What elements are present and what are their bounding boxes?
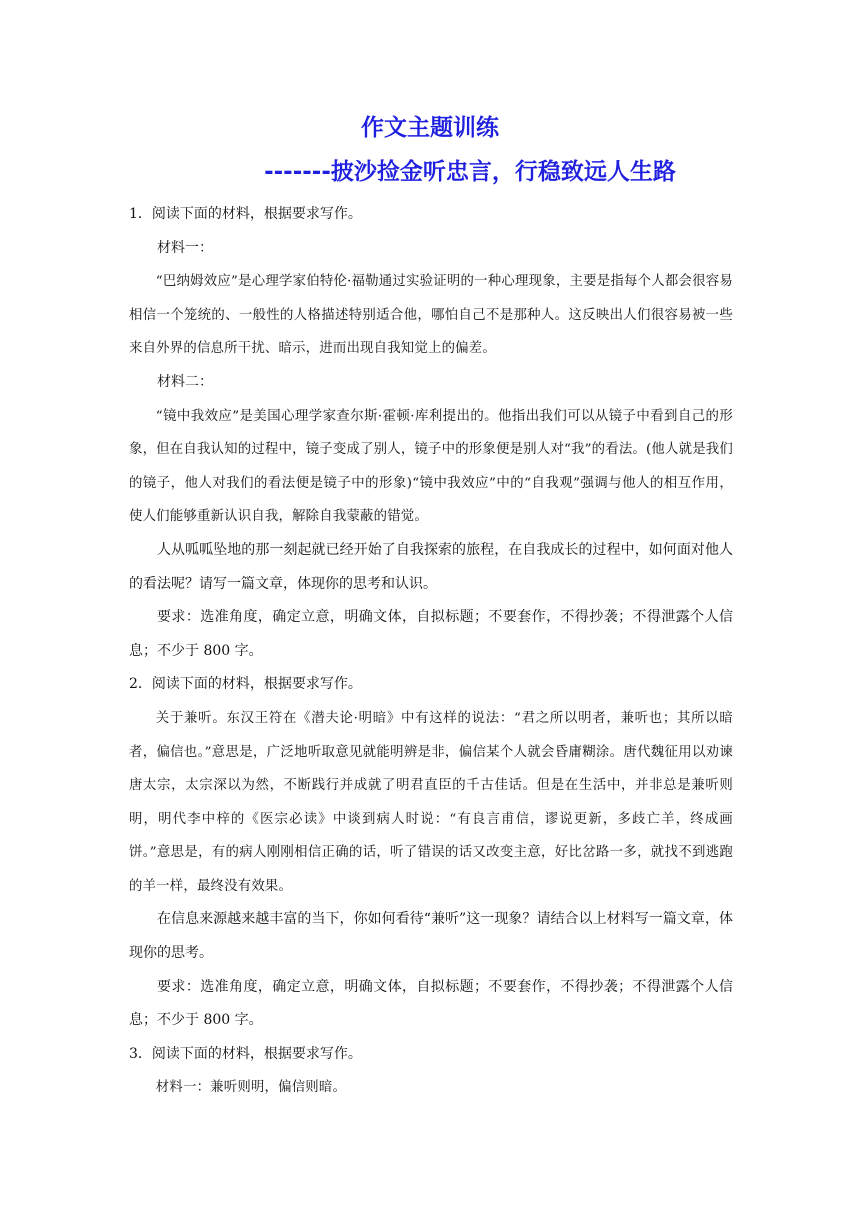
paragraph: 3．阅读下面的材料，根据要求写作。 — [129, 1045, 362, 1062]
paragraph: 材料二： — [157, 373, 213, 390]
paragraph: 材料一：兼听则明，偏信则暗。 — [155, 1080, 347, 1096]
document-title: 作文主题训练 — [361, 115, 499, 141]
paragraph: 材料一： — [157, 239, 213, 256]
paragraph: 在信息来源越来越丰富的当下，你如何看待“兼听”这一现象？请结合以上材料写一篇文章，体现你的思考。 — [129, 911, 733, 962]
paragraph: “巴纳姆效应”是心理学家伯特伦·福勒通过实验证明的一种心理现象，主要是指每个人都会很容易相信一个笼统的、一般性的人格描述特别适合他，哪怕自己不是那种人。这反映出人们很容易被一些来自外界的信息所干扰、暗示，进而出现自我知觉上的偏差。 — [129, 274, 733, 357]
paragraph: 2．阅读下面的材料，根据要求写作。 — [129, 676, 362, 693]
document-body — [129, 198, 733, 1105]
paragraph: 1．阅读下面的材料，根据要求写作。 — [129, 206, 362, 222]
document-subtitle: -------披沙捡金听忠言，行稳致远人生路 — [264, 159, 676, 185]
paragraph: 人从呱呱坠地的那一刻起就已经开始了自我探索的旅程，在自我成长的过程中，如何面对他人的看法呢？请写一篇文章，体现你的思考和认识。 — [129, 541, 733, 592]
paragraph: “镜中我效应”是美国心理学家查尔斯·霍顿·库利提出的。他指出我们可以从镜子中看到自己的形象，但在自我认知的过程中，镜子变成了别人，镜子中的形象便是别人对“我”的看法。(他人就是我们的镜子，他人对我们的看法便是镜子中的形象)“镜中我效应”中的“自我观”强调与他人的相互作用，使人们能够重新认识自我，解除自我蒙蔽的错觉。 — [129, 408, 733, 525]
paragraph: 要求：选准角度，确定立意，明确文体，自拟标题；不要套作，不得抄袭；不得泄露个人信息；不少于 800 字。 — [129, 609, 733, 659]
paragraph: 要求：选准角度，确定立意，明确文体，自拟标题；不要套作，不得抄袭；不得泄露个人信息；不少于 800 字。 — [129, 978, 733, 1029]
paragraph: 关于兼听。东汉王符在《潜夫论·明暗》中有这样的说法：“君之所以明者，兼听也；其所以暗者，偏信也。”意思是，广泛地听取意见就能明辨是非，偏信某个人就会昏庸糊涂。唐代魏征用以劝谏唐太宗，太宗深以为然，不断践行并成就了明君直臣的千古佳话。但是在生活中，并非总是兼听则明，明代李中梓的《医宗必读》中谈到病人时说：“有良言甫信，谬说更新，多歧亡羊，终成画饼。”意思是，有的病人刚刚相信正确的话，听了错误的话又改变主意，好比岔路一多，就找不到逃跑的羊一样，最终没有效果。 — [129, 710, 733, 894]
